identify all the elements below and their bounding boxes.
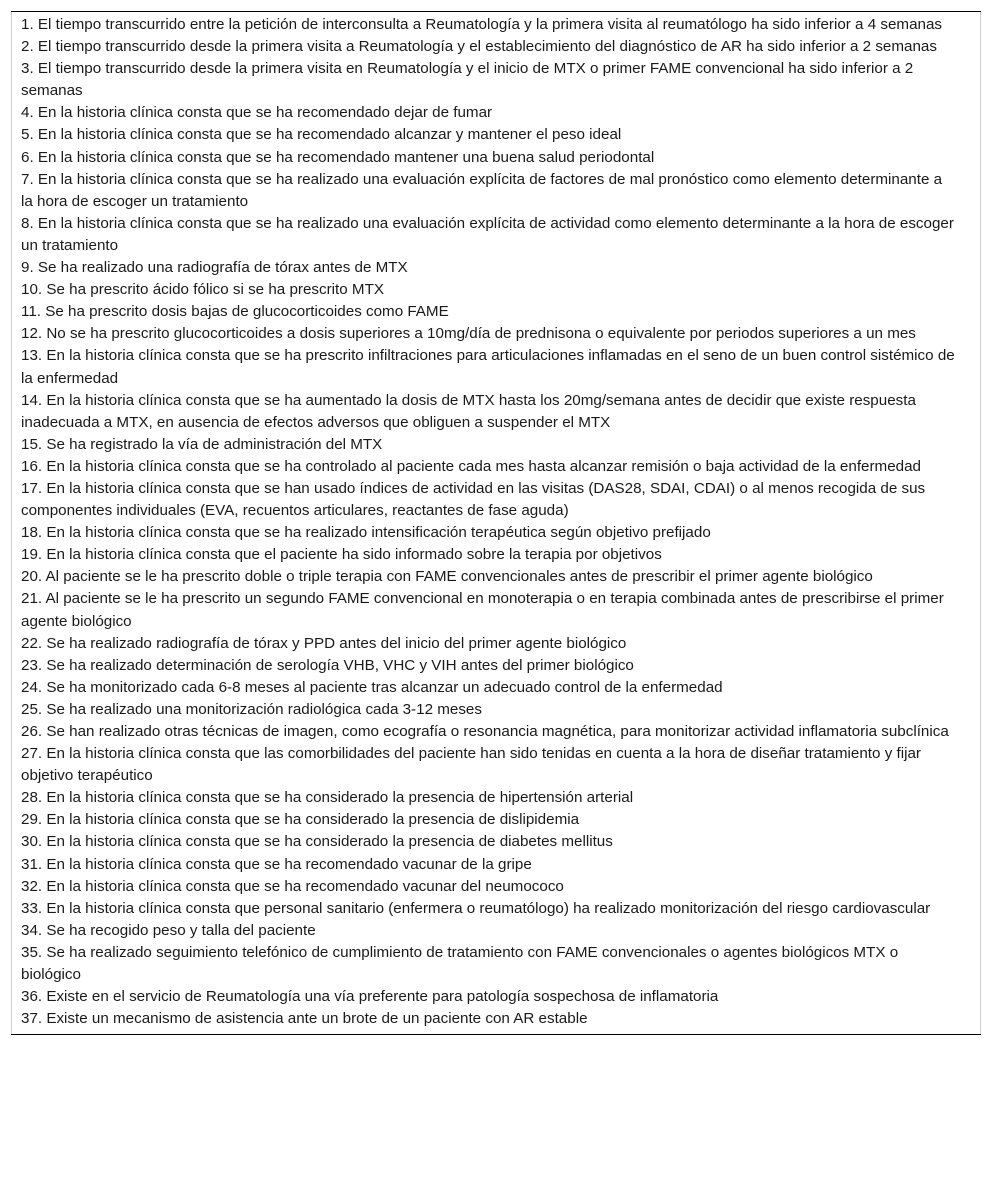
indicator-item: 3. El tiempo transcurrido desde la primera visita en Reumatología y el inicio de MTX o primer FAME convencional ha sido inferior a 2 semanas	[21, 60, 914, 100]
indicator-item: 17. En la historia clínica consta que se han usado índices de actividad en las visitas (DAS28, SDAI, CDAI) o al menos recogida de sus componentes individuales (EVA, recuentos articulares, reactantes de fase aguda)	[21, 479, 926, 520]
indicator-item: 20. Al paciente se le ha prescrito doble o triple terapia con FAME convencionales antes de prescribir el primer agente biológico	[21, 568, 873, 586]
indicator-item: 24. Se ha monitorizado cada 6-8 meses al paciente tras alcanzar un adecuado control de la enfermedad	[21, 678, 723, 696]
indicator-item: 32. En la historia clínica consta que se ha recomendado vacunar del neumococo	[21, 877, 564, 895]
indicator-item: 5. En la historia clínica consta que se ha recomendado alcanzar y mantener el peso ideal	[21, 126, 622, 144]
indicator-item: 23. Se ha realizado determinación de serología VHB, VHC y VIH antes del primer biológico	[21, 656, 634, 674]
indicator-item: 14. En la historia clínica consta que se ha aumentado la dosis de MTX hasta los 20mg/semana antes de decidir que existe respuesta inadecuada a MTX, en ausencia de efectos adversos que obliguen a suspender el MTX	[21, 391, 916, 431]
indicator-item: 30. En la historia clínica consta que se ha considerado la presencia de diabetes mellitus	[21, 833, 613, 851]
indicator-item: 8. En la historia clínica consta que se ha realizado una evaluación explícita de actividad como elemento determinante a la hora de escoger un tratamiento	[21, 214, 954, 254]
indicator-item: 18. En la historia clínica consta que se ha realizado intensificación terapéutica según objetivo prefijado	[21, 524, 711, 542]
indicator-item: 2. El tiempo transcurrido desde la primera visita a Reumatología y el establecimiento del diagnóstico de AR ha sido inferior a 2 semanas	[21, 38, 937, 56]
indicator-item: 11. Se ha prescrito dosis bajas de glucocorticoides como FAME	[21, 303, 449, 321]
indicator-item: 26. Se han realizado otras técnicas de imagen, como ecografía o resonancia magnética, para monitorizar actividad inflamatoria subclínica	[21, 723, 949, 740]
indicator-item: 19. En la historia clínica consta que el paciente ha sido informado sobre la terapia por objetivos	[21, 546, 662, 564]
indicator-item: 16. En la historia clínica consta que se ha controlado al paciente cada mes hasta alcanzar remisión o baja actividad de la enfermedad	[21, 457, 921, 475]
indicator-item: 22. Se ha realizado radiografía de tórax y PPD antes del inicio del primer agente biológico	[21, 634, 627, 652]
indicator-item: 12. No se ha prescrito glucocorticoides a dosis superiores a 10mg/día de prednisona o equivalente por periodos superiores a un mes	[21, 325, 916, 343]
indicator-item: 10. Se ha prescrito ácido fólico si se ha prescrito MTX	[21, 281, 384, 299]
indicator-item: 9. Se ha realizado una radiografía de tórax antes de MTX	[21, 259, 408, 277]
indicator-item: 29. En la historia clínica consta que se ha considerado la presencia de dislipidemia	[21, 811, 580, 829]
indicator-item: 33. En la historia clínica consta que personal sanitario (enfermera o reumatólogo) ha realizado monitorización del riesgo cardiovascular	[21, 899, 931, 917]
indicator-item: 25. Se ha realizado una monitorización radiológica cada 3-12 meses	[21, 700, 482, 718]
quality-indicators-table	[11, 11, 981, 1035]
indicator-item: 37. Existe un mecanismo de asistencia ante un brote de un paciente con AR estable	[21, 1010, 588, 1028]
indicator-item: 6. En la historia clínica consta que se ha recomendado mantener una buena salud periodontal	[21, 148, 655, 166]
indicator-item: 4. En la historia clínica consta que se ha recomendado dejar de fumar	[21, 104, 493, 122]
indicator-item: 1. El tiempo transcurrido entre la petición de interconsulta a Reumatología y la primera visita al reumatólogo ha sido inferior a 4 semanas	[21, 16, 943, 33]
indicators-cell	[11, 12, 981, 1034]
indicator-item: 13. En la historia clínica consta que se ha prescrito infiltraciones para articulaciones inflamadas en el seno de un buen control sistémico de la enfermedad	[21, 347, 955, 387]
indicator-item: 28. En la historia clínica consta que se ha considerado la presencia de hipertensión arterial	[21, 789, 634, 807]
indicator-item: 15. Se ha registrado la vía de administración del MTX	[21, 435, 383, 453]
indicator-item: 7. En la historia clínica consta que se ha realizado una evaluación explícita de factores de mal pronóstico como elemento determinante a la hora de escoger un tratamiento	[21, 170, 943, 210]
indicator-item: 35. Se ha realizado seguimiento telefónico de cumplimiento de tratamiento con FAME convencionales o agentes biológicos MTX o biológico	[21, 943, 899, 984]
indicator-item: 27. En la historia clínica consta que las comorbilidades del paciente han sido tenidas en cuenta a la hora de diseñar tratamiento y fijar objetivo terapéutico	[21, 745, 921, 785]
indicator-item: 36. Existe en el servicio de Reumatología una vía preferente para patología sospechosa de inflamatoria	[21, 988, 719, 1006]
indicator-item: 34. Se ha recogido peso y talla del paciente	[21, 921, 316, 939]
indicator-item: 21. Al paciente se le ha prescrito un segundo FAME convencional en monoterapia o en terapia combinada antes de prescribirse el primer agente biológico	[21, 590, 944, 630]
indicator-item: 31. En la historia clínica consta que se ha recomendado vacunar de la gripe	[21, 855, 532, 873]
